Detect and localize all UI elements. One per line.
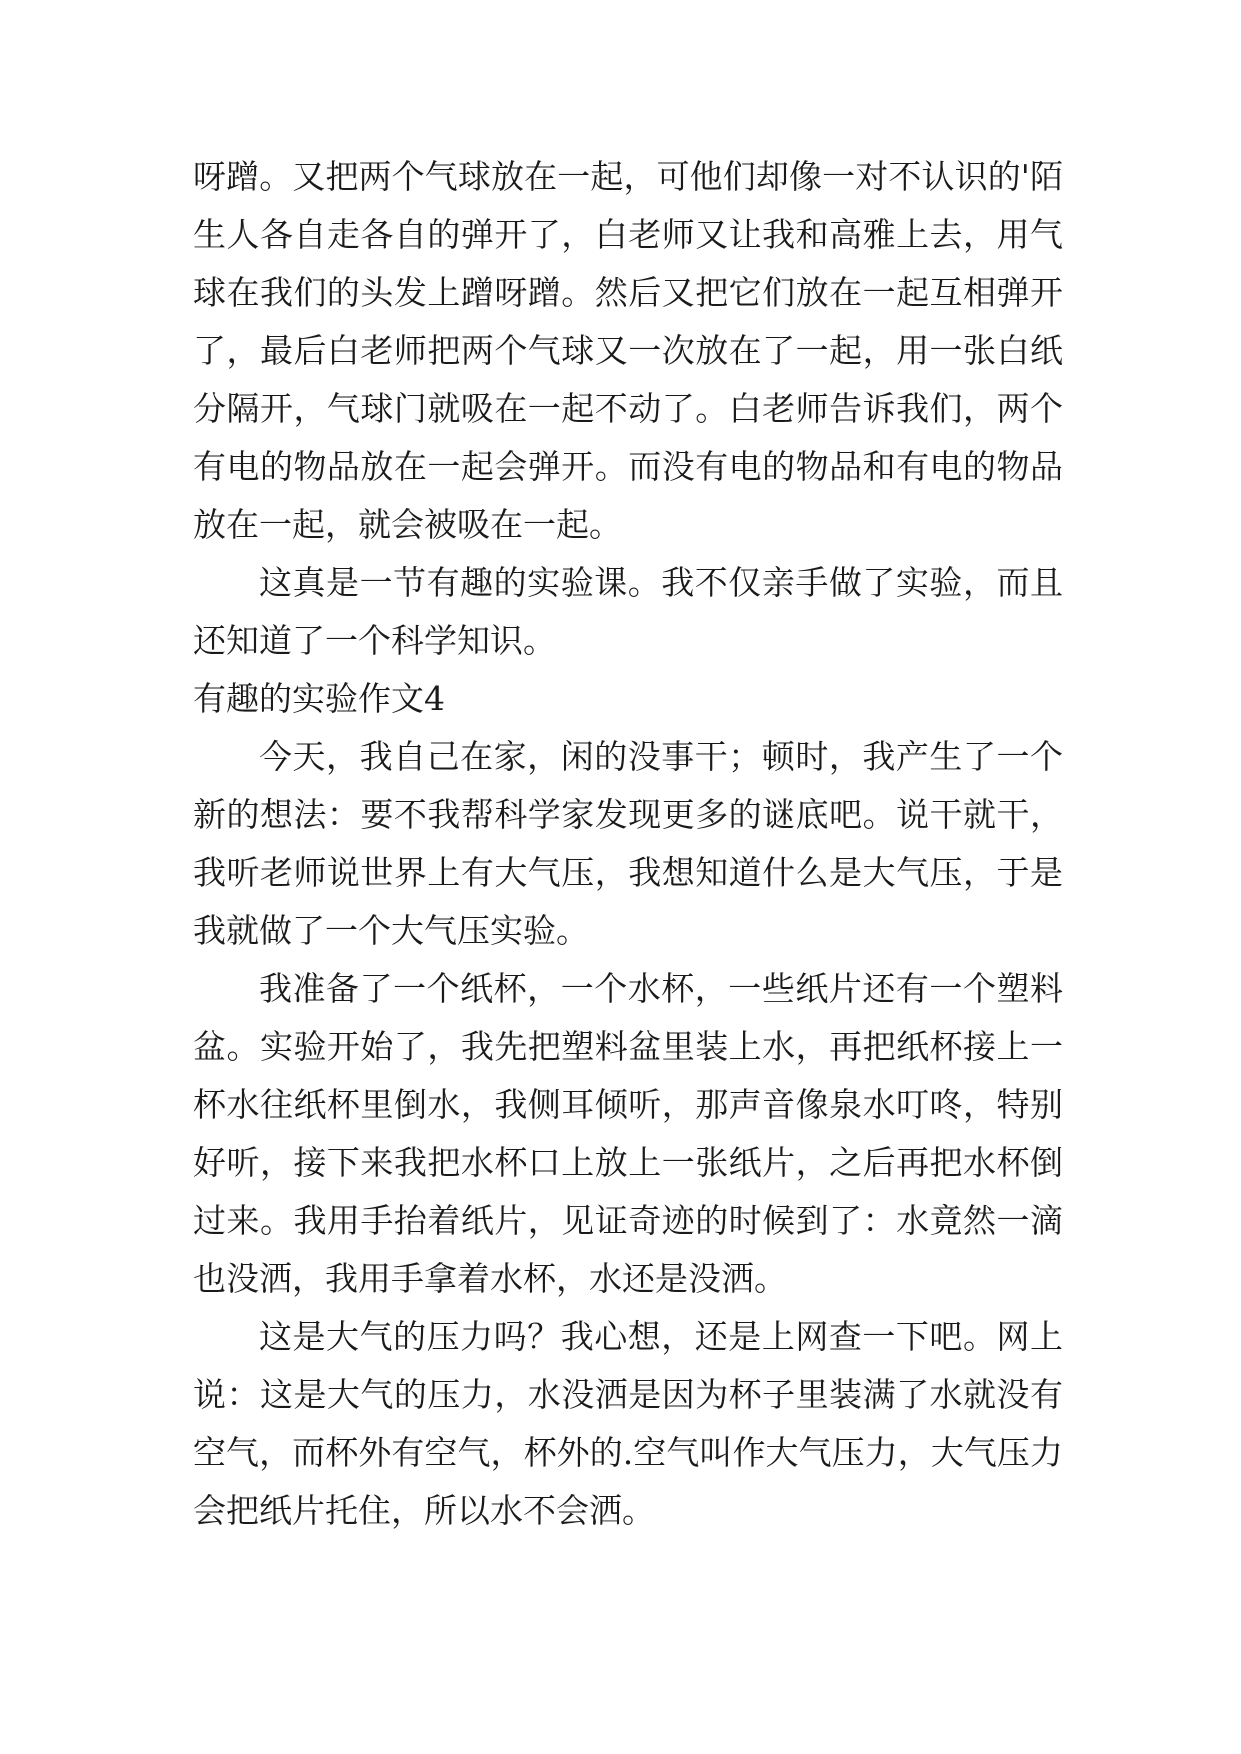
paragraph-balloon-continuation: 呀蹭。又把两个气球放在一起，可他们却像一对不认识的'陌生人各自走各自的弹开了，白老师又让我和高雅上去，用气球在我们的头发上蹭呀蹭。然后又把它们放在一起互相弹开了，最后白老师把两个气球又一次放在了一起，用一张白纸分隔开，气球门就吸在一起不动了。白老师告诉我们，两个有电的物品放在一起会弹开。而没有电的物品和有电的物品放在一起，就会被吸在一起。 xyxy=(193,157,1063,544)
paragraph-conclusion: 这真是一节有趣的实验课。我不仅亲手做了实验，而且还知道了一个科学知识。 xyxy=(193,563,1063,660)
paragraph-explanation: 这是大气的压力吗？我心想，还是上网查一下吧。网上说：这是大气的压力，水没洒是因为杯子里装满了水就没有空气，而杯外有空气，杯外的.空气叫作大气压力，大气压力会把纸片托住，所以水不会洒。 xyxy=(193,1317,1063,1530)
document-body xyxy=(193,148,1063,1540)
section-title: 有趣的实验作文4 xyxy=(193,679,445,718)
paragraph-experiment: 我准备了一个纸杯，一个水杯，一些纸片还有一个塑料盆。实验开始了，我先把塑料盆里装上水，再把纸杯接上一杯水往纸杯里倒水，我侧耳倾听，那声音像泉水叮咚，特别好听，接下来我把水杯口上放上一张纸片，之后再把水杯倒过来。我用手抬着纸片，见证奇迹的时候到了：水竟然一滴也没洒，我用手拿着水杯，水还是没洒。 xyxy=(193,969,1063,1298)
paragraph-intro: 今天，我自己在家，闲的没事干；顿时，我产生了一个新的想法：要不我帮科学家发现更多的谜底吧。说干就干，我听老师说世界上有大气压，我想知道什么是大气压，于是我就做了一个大气压实验。 xyxy=(193,737,1063,950)
